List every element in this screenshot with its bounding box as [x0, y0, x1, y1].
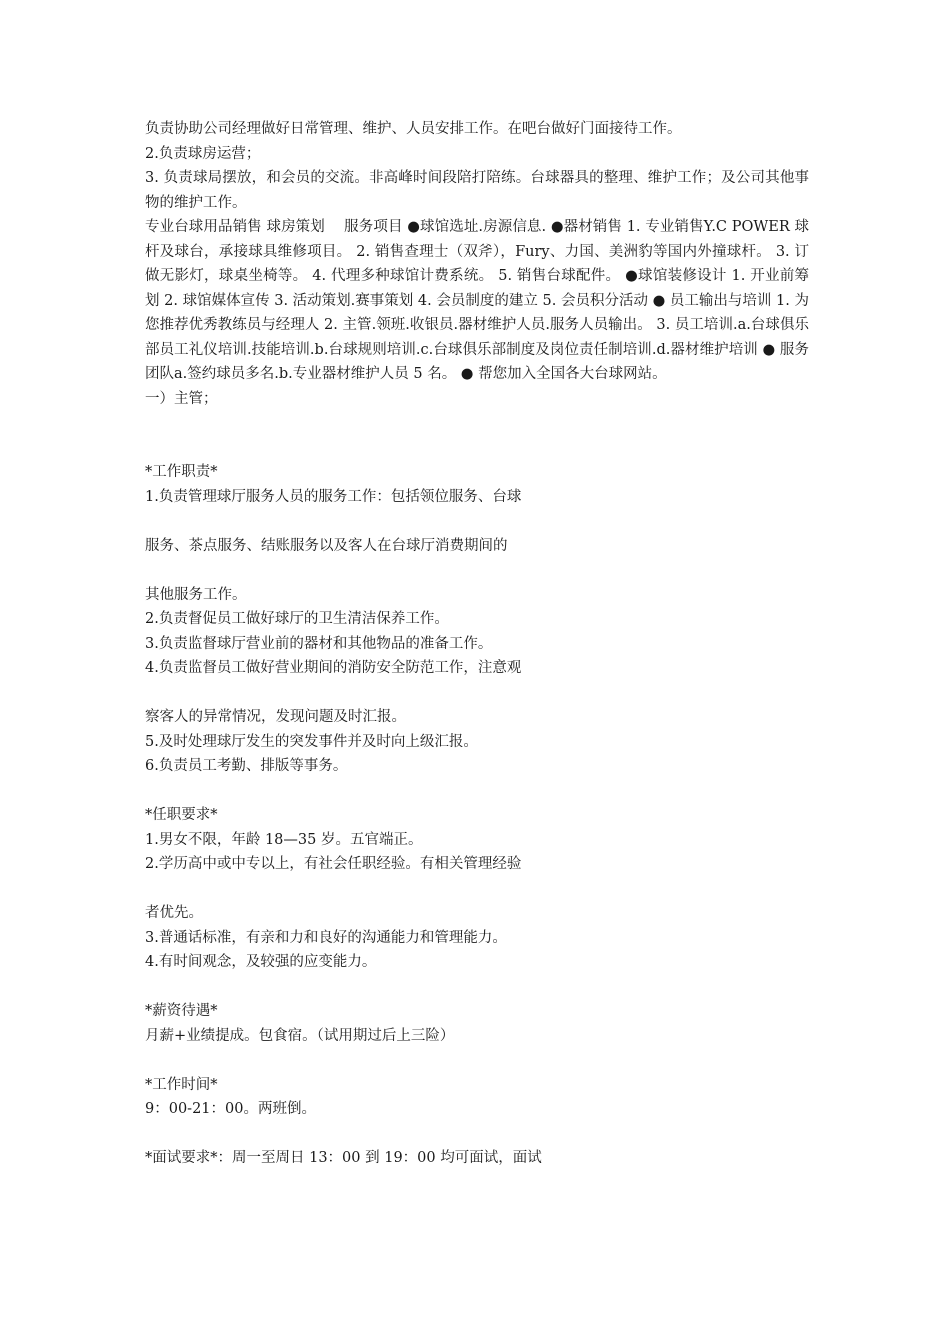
- duty-2: 2.负责督促员工做好球厅的卫生清洁保养工作。: [145, 611, 449, 627]
- requirement-1: 1.男女不限，年龄 18—35 岁。五官端正。: [145, 831, 423, 848]
- spacer: [145, 681, 809, 706]
- spacer: [145, 558, 809, 583]
- spacer: [145, 779, 809, 804]
- interview-text: *面试要求*：周一至周日 13：00 到 19：00 均可面试，面试: [145, 1150, 542, 1166]
- spacer: [145, 509, 809, 534]
- requirement-2b: 者优先。: [145, 905, 203, 921]
- intro-line-3: 3. 负责球局摆放，和会员的交流。非高峰时间段陪打陪练。台球器具的整理、维护工作；及公司其他事物的维护工作。: [145, 170, 809, 211]
- section-supervisor: 一）主管；: [145, 390, 218, 407]
- hours-heading: *工作时间*: [145, 1076, 218, 1093]
- intro-line-1: 负责协助公司经理做好日常管理、维护、人员安排工作。在吧台做好门面接待工作。: [145, 121, 682, 137]
- requirement-3: 3.普通话标准，有亲和力和良好的沟通能力和管理能力。: [145, 929, 507, 946]
- duty-1a: 1.负责管理球厅服务人员的服务工作：包括领位服务、台球: [145, 488, 522, 505]
- spacer: [145, 975, 809, 1000]
- intro-line-2: 2.负责球房运营；: [145, 145, 261, 162]
- duty-4b: 察客人的异常情况，发现问题及时汇报。: [145, 709, 406, 725]
- duty-1b: 服务、茶点服务、结账服务以及客人在台球厅消费期间的: [145, 537, 508, 554]
- spacer: [145, 411, 809, 460]
- spacer: [145, 1048, 809, 1073]
- requirement-2a: 2.学历高中或中专以上，有社会任职经验。有相关管理经验: [145, 856, 522, 872]
- hours-text: 9：00-21：00。两班倒。: [145, 1101, 316, 1117]
- spacer: [145, 1122, 809, 1147]
- requirements-heading: *任职要求*: [145, 807, 218, 823]
- duty-1c: 其他服务工作。: [145, 586, 247, 603]
- salary-heading: *薪资待遇*: [145, 1003, 218, 1019]
- duty-3: 3.负责监督球厅营业前的器材和其他物品的准备工作。: [145, 635, 493, 652]
- requirement-4: 4.有时间观念，及较强的应变能力。: [145, 954, 377, 970]
- service-description: 专业台球用品销售 球房策划 服务项目 ●球馆选址.房源信息. ●器材销售 1. 专业销售Y.C POWER 球杆及球台，承接球具维修项目。 2. 销售查理士（双斧），Fury、力国、美洲豹等国内外撞球杆。 3. 订做无影灯，球桌坐椅等。 4. 代理多种球馆计费系统。 5. 销售台球配件。 ●球馆装修设计 1. 开业前筹划 2. 球馆媒体宣传 3. 活动策划.赛事策划 4. 会员制度的建立 5. 会员积分活动 ● 员工输出与培训 1. 为您推荐优秀教练员与经理人 2. 主管.领班.收银员.器材维护人员.服务人员输出。 3. 员工培训.a.台球俱乐部员工礼仪培训.技能培训.b.台球规则培训.c.台球俱乐部制度及岗位责任制培训.d.器材维护培训 ● 服务团队a.签约球员多名.b.专业器材维护人员 5 名。 ● 帮您加入全国各大台球网站。: [145, 219, 809, 382]
- spacer: [145, 877, 809, 902]
- salary-text: 月薪+业绩提成。包食宿。（试用期过后上三险）: [145, 1027, 455, 1044]
- duty-6: 6.负责员工考勤、排版等事务。: [145, 758, 348, 774]
- duty-4a: 4.负责监督员工做好营业期间的消防安全防范工作，注意观: [145, 660, 522, 676]
- duties-heading: *工作职责*: [145, 464, 218, 480]
- duty-5: 5.及时处理球厅发生的突发事件并及时向上级汇报。: [145, 733, 478, 750]
- document-page: [145, 117, 809, 1171]
